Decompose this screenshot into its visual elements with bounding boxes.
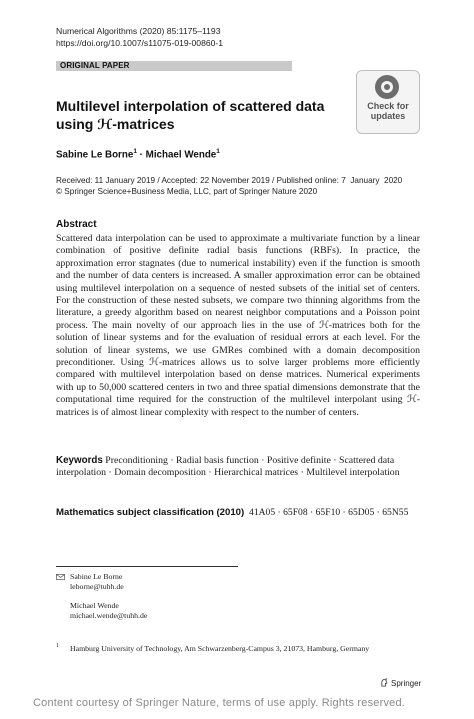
abstract-heading: Abstract [56,219,97,230]
keywords [56,455,420,479]
journal-citation: Numerical Algorithms (2020) 85:1175–1193 [56,26,221,36]
badge-text [356,101,420,121]
author-name[interactable]: Michael Wende [145,149,217,161]
courtesy-watermark: Content courtesy of Springer Nature, terms of use apply. Rights reserved. [33,697,406,709]
check-for-updates-badge[interactable] [356,70,420,134]
paper-title: Multilevel interpolation of scattered data using ℋ-matrices [56,98,325,132]
affiliation-number: 1 [56,643,59,649]
doi-link[interactable]: https://doi.org/10.1007/s11075-019-00860-1 [56,37,224,48]
contact-email[interactable]: michael.wende@tuhh.de [70,611,148,620]
contact-name: Sabine Le Borne [70,572,123,581]
msc-label: Mathematics subject classification (2010) [56,507,245,518]
author-name[interactable]: Sabine Le Borne [56,149,134,161]
publication-dates [56,175,402,197]
publisher-name: Springer [391,679,422,688]
contact-2 [70,601,147,621]
author-affil-mark: 1 [216,148,220,155]
publisher-mark [380,678,421,688]
contact-name: Michael Wende [70,601,119,610]
affiliation-text: Hamburg University of Technology, Am Schwarzenberg-Campus 3, 21073, Hamburg, Germany [70,644,370,653]
author-list [56,148,220,160]
author-separator: · [136,149,146,161]
copyright-line: © Springer Science+Business Media, LLC, part of Springer Nature 2020 [56,187,318,196]
article-type-label: ORIGINAL PAPER [60,61,130,70]
contact-1 [70,572,124,592]
springer-horse-icon [380,678,389,687]
envelope-icon [56,574,65,580]
abstract-text: Scattered data interpolation can be used to approximate a multivariate function by a linear combination of positive definite radial basis functions (RBFs). In practice, the approximation error stagnates (due to numerical instability) even if the function is smooth and the number of data centers is increased. A smaller approximation error can be obtained using multilevel interpolation on a sequence of nested subsets of the initial set of centers. For the construction of these nested subsets, we compare two thinning algorithms from the literature, a greedy algorithm based on nearest neighbor computations and a Poisson point process. The main novelty of our approach lies in the use of ℋ-matrices both for the solution of linear systems and for the evaluation of residual errors at each level. For the solution of linear systems, we use GMRes combined with a domain decomposition preconditioner. Using ℋ-matrices allows us to solve larger problems more efficiently compared with multilevel interpolation based on dense matrices. Numerical experiments with up to 50,000 scattered centers in two and three spatial dimensions demonstrate that the computational time required for the construction of the multilevel interpolant using ℋ-matrices is of almost linear complexity with respect to the number of centers. [56,233,420,418]
badge-line-1: Check for [367,101,409,111]
msc-codes: 41A05 · 65F08 · 65F10 · 65D05 · 65N55 [249,507,409,518]
msc-classification [56,507,420,518]
journal-header [56,26,223,49]
badge-line-2: updates [370,111,406,121]
contact-email[interactable]: leborne@tuhh.de [70,582,124,591]
dates-line: Received: 11 January 2019 / Accepted: 22 November 2019 / Published online: 7 January 2020 [56,176,403,185]
keywords-label: Keywords [56,455,103,466]
keywords-text: Preconditioning · Radial basis function · Positive definite · Scattered data interpolation · Domain decomposition · Hierarchical matrices · Multilevel interpolation [56,455,400,479]
author-affil-mark: 1 [133,148,137,155]
crossmark-icon-center [384,84,390,90]
footnote-rule [56,566,238,567]
